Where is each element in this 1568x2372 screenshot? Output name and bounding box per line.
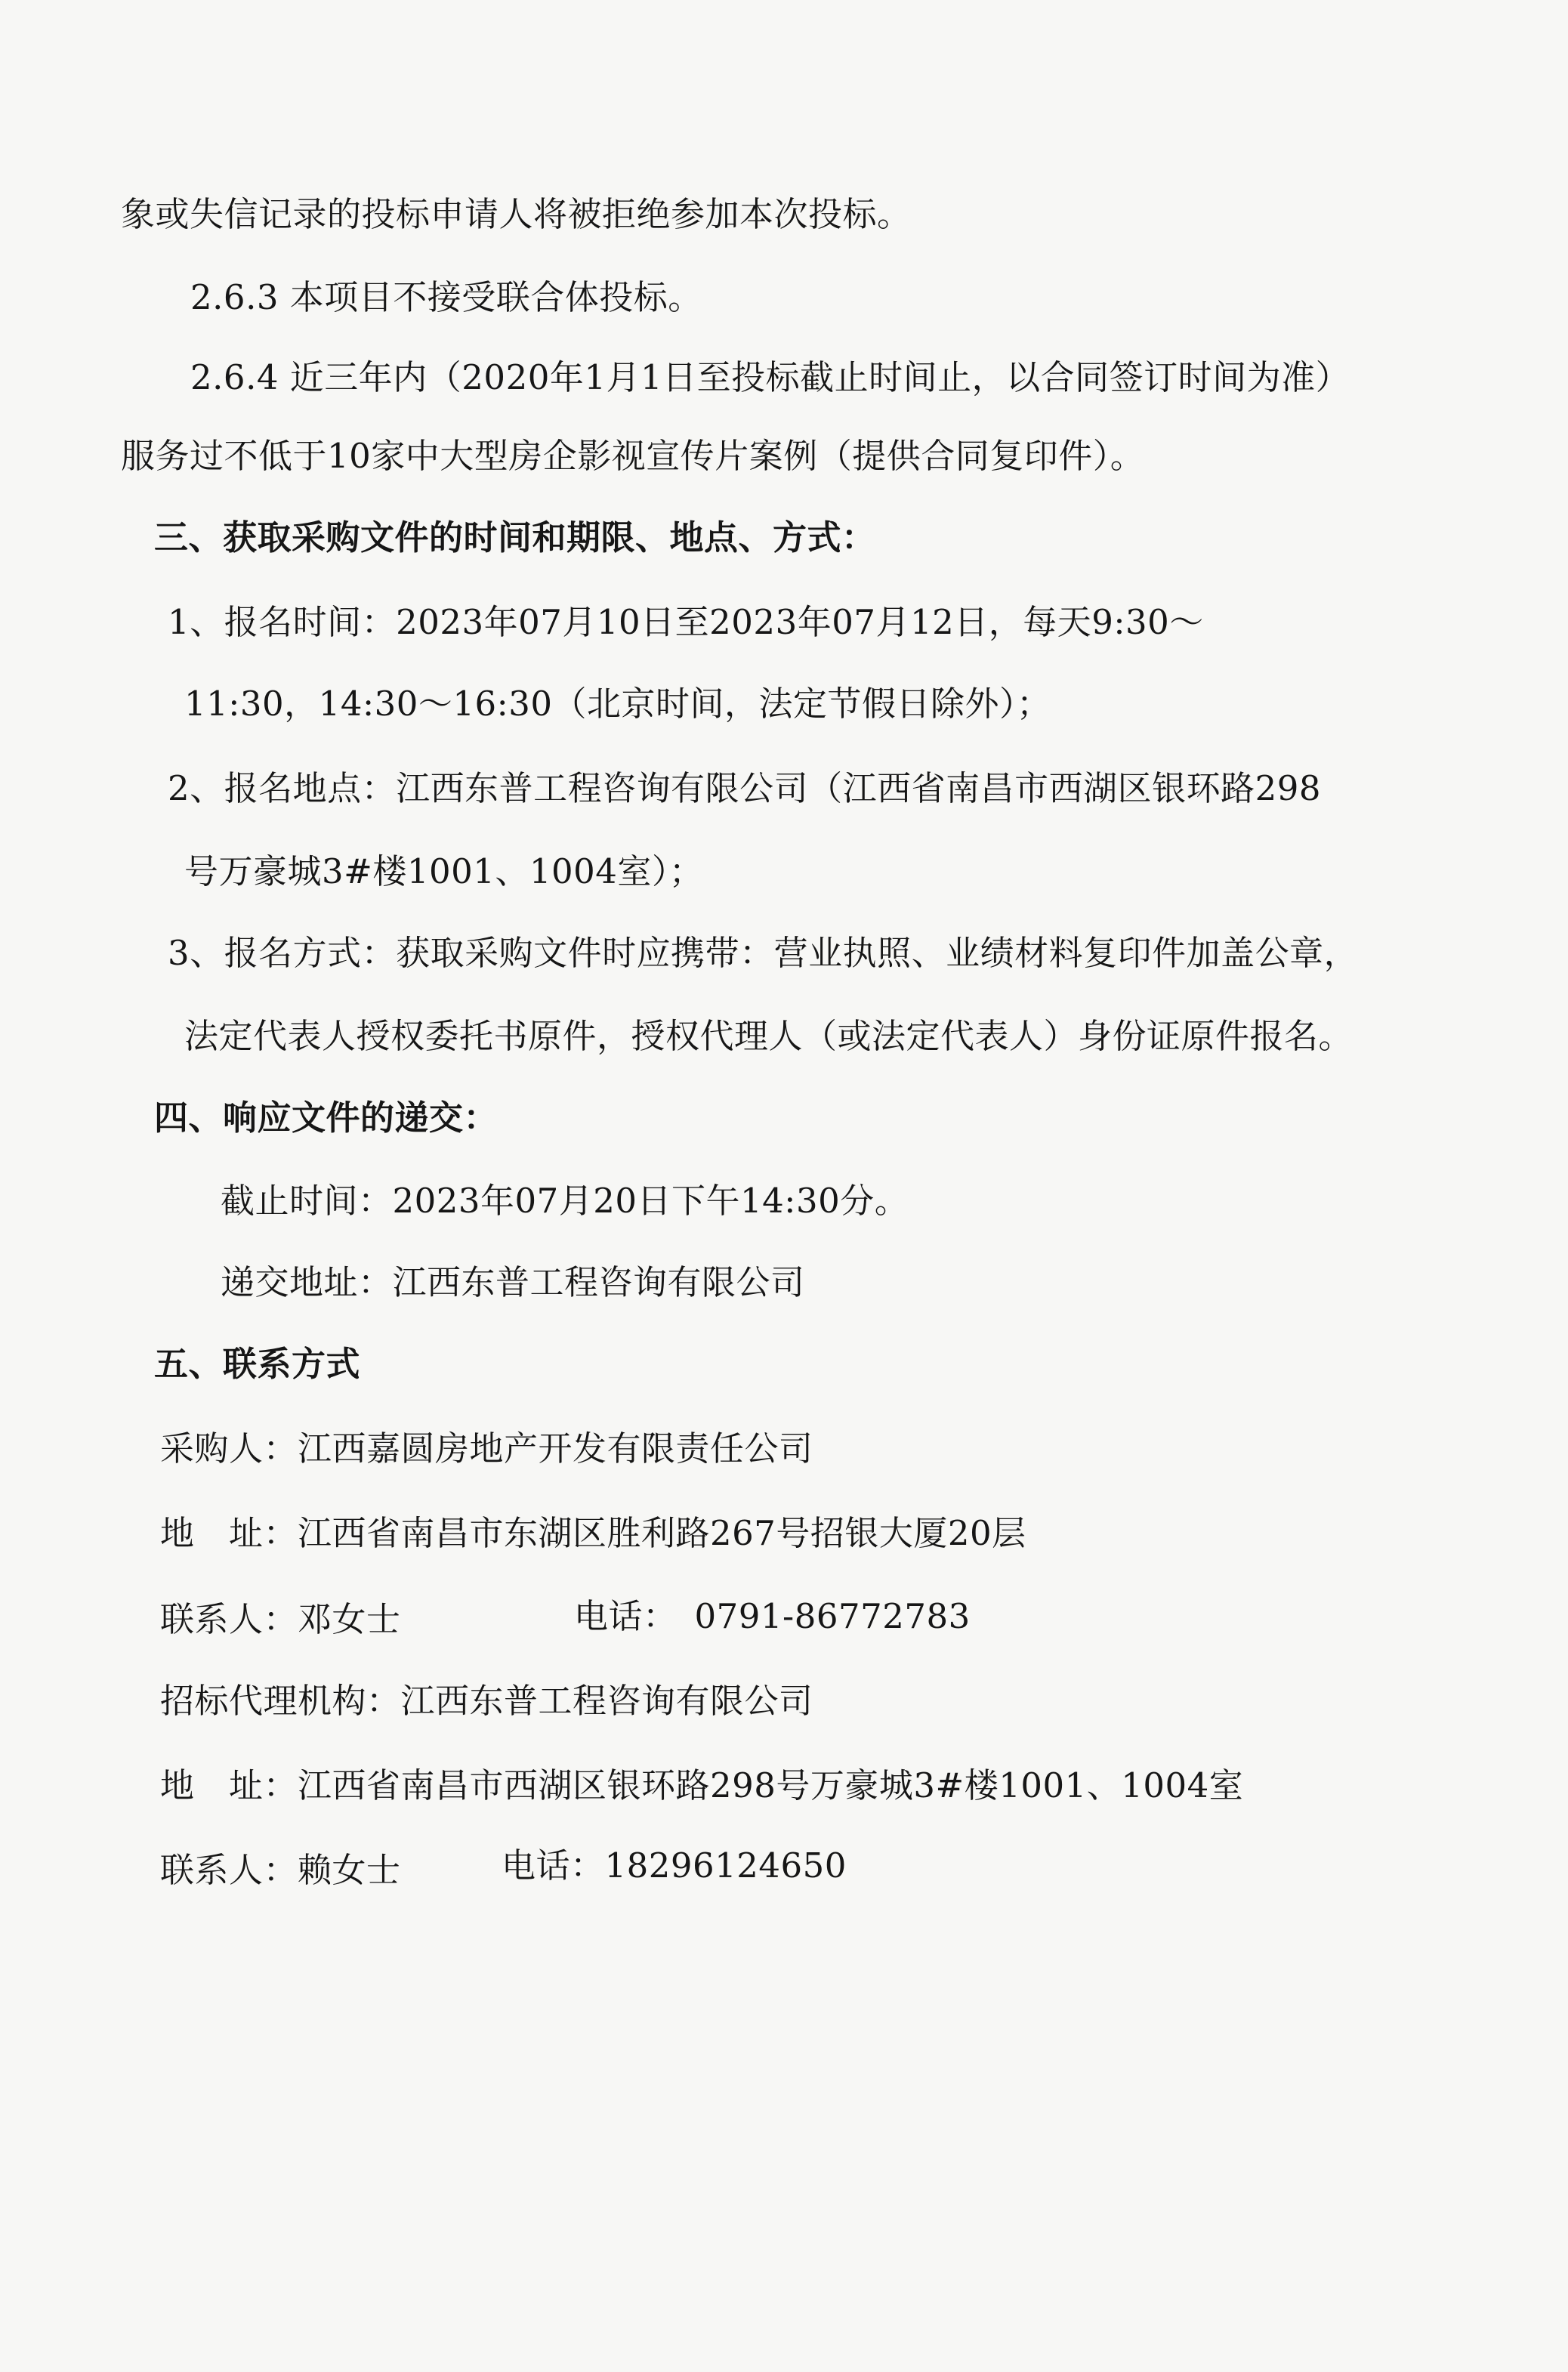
agent-contact-person: 联系人：赖女士: [160, 1850, 401, 1890]
purchaser-contact-person: 联系人：邓女士: [160, 1599, 401, 1639]
section3-item2-line2: 号万豪城3#楼1001、1004室）；: [184, 851, 704, 891]
purchaser-name: 采购人：江西嘉圆房地产开发有限责任公司: [160, 1428, 813, 1469]
section3-item2-line1: 2、报名地点：江西东普工程咨询有限公司（江西省南昌市西湖区银环路298: [168, 768, 1322, 808]
purchaser-phone: 电话： 0791-86772783: [574, 1596, 971, 1636]
section3-item1-line1: 1、报名时间：2023年07月10日至2023年07月12日，每天9:30～: [168, 602, 1204, 642]
agent-phone: 电话：18296124650: [502, 1845, 847, 1886]
clause-263-continuation: 象或失信记录的投标申请人将被拒绝参加本次投标。: [121, 194, 912, 234]
section3-heading: 三、获取采购文件的时间和期限、地点、方式：: [154, 517, 876, 557]
section3-item1-line2: 11:30，14:30～16:30（北京时间，法定节假日除外）；: [184, 684, 1051, 724]
clause-263: 2.6.3 本项目不接受联合体投标。: [190, 277, 702, 317]
submission-deadline: 截止时间：2023年07月20日下午14:30分。: [221, 1181, 909, 1221]
submission-address: 递交地址：江西东普工程咨询有限公司: [221, 1262, 805, 1302]
clause-264-line1: 2.6.4 近三年内（2020年1月1日至投标截止时间止，以合同签订时间为准）: [190, 357, 1350, 397]
clause-264-line2: 服务过不低于10家中大型房企影视宣传片案例（提供合同复印件）。: [121, 436, 1145, 476]
purchaser-address: 地 址：江西省南昌市东湖区胜利路267号招银大厦20层: [160, 1513, 1026, 1553]
agent-name: 招标代理机构：江西东普工程咨询有限公司: [160, 1681, 813, 1721]
section3-item3-line2: 法定代表人授权委托书原件，授权代理人（或法定代表人）身份证原件报名。: [184, 1016, 1353, 1056]
section3-item3-line1: 3、报名方式：获取采购文件时应携带：营业执照、业绩材料复印件加盖公章，: [168, 933, 1359, 973]
section4-heading: 四、响应文件的递交：: [154, 1098, 498, 1138]
section5-heading: 五、联系方式: [154, 1344, 361, 1384]
agent-address: 地 址：江西省南昌市西湖区银环路298号万豪城3#楼1001、1004室: [160, 1765, 1244, 1805]
